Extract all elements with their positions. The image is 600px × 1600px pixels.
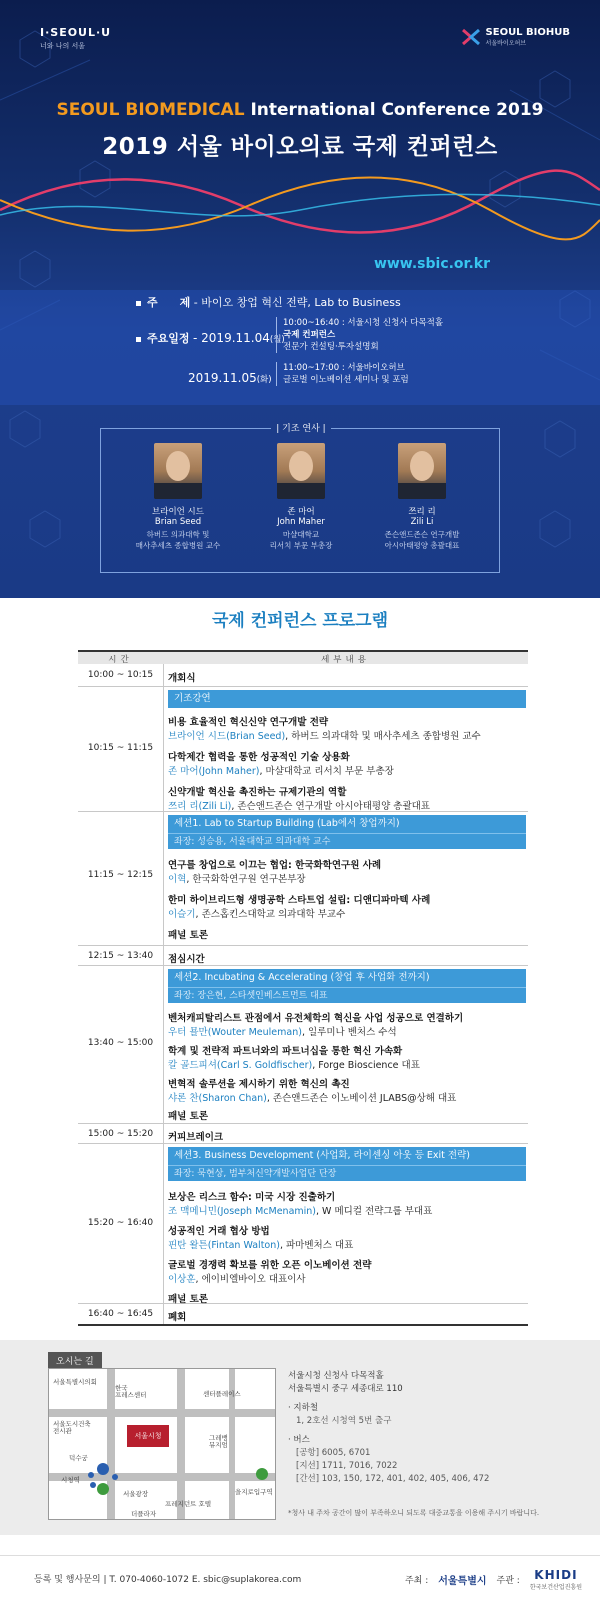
session-chair: 좌장: 성승용, 서울대학교 의과대학 교수 <box>168 833 526 849</box>
item-title: 한미 하이브리드형 생명공학 스타트업 설립: 디앤디파마텍 사례 <box>168 895 431 906</box>
date1-day: (월) <box>269 335 285 345</box>
item-title: 학계 및 전략적 파트너와의 파트너십을 통한 혁신 가속화 <box>168 1046 403 1057</box>
directions-text <box>288 1370 489 1486</box>
item-title: 비용 효율적인 혁신신약 연구개발 전략 <box>168 717 329 728</box>
table-row <box>78 687 528 812</box>
item-speaker <box>168 1057 526 1071</box>
date1-time: 10:00~16:40 : 서울시청 신청사 다목적홀 <box>283 318 444 328</box>
row-text: 개회식 <box>168 673 196 684</box>
speaker-name: 핀탄 왈튼(Fintan Walton) <box>168 1240 280 1251</box>
iseoulu-logo-sub: 너와 나의 서울 <box>40 42 86 50</box>
schedule-label: 주요일정 <box>147 332 190 345</box>
col-header-time: 시간 <box>108 655 133 665</box>
speaker-name-ko: 쯔리 리 <box>408 507 436 517</box>
bus-airport: [공항] 6005, 6701 <box>296 1448 371 1458</box>
theme-row <box>136 294 401 310</box>
speaker-affiliation: , 한국화학연구원 연구본부장 <box>186 874 306 885</box>
biohub-mark-icon <box>460 26 482 48</box>
speaker-name: 브라이언 시드(Brian Seed) <box>168 731 286 742</box>
program-item <box>168 749 526 777</box>
program-title: 국제 컨퍼런스 프로그램 <box>211 611 389 631</box>
item-speaker <box>168 1024 526 1038</box>
speaker-name-ko: 브라이언 시드 <box>152 507 204 517</box>
table-row <box>78 1124 528 1144</box>
speaker-affiliation: , W 메디컬 전략그룹 부대표 <box>316 1206 433 1217</box>
row-time: 10:15 ~ 11:15 <box>87 743 154 753</box>
item-speaker <box>168 871 526 885</box>
speaker-photo <box>398 443 446 499</box>
info-panel <box>0 290 600 405</box>
panel-discussion: 패널 토론 <box>168 930 209 941</box>
footer <box>0 1555 600 1600</box>
speaker-affiliation: , 마샬대학교 리서치 부문 부총장 <box>259 766 394 777</box>
speaker-aff-1: 존슨앤드존슨 연구개발 <box>384 530 460 539</box>
date2-time: 11:00~17:00 : 서울바이오허브 <box>283 363 405 373</box>
program-item <box>168 1223 526 1251</box>
row-text: 커피브레이크 <box>168 1132 224 1143</box>
table-row <box>78 812 528 946</box>
khidi-logo-text: KHIDI <box>534 1568 578 1582</box>
dna-wave-graphic <box>0 160 600 250</box>
table-row <box>78 1304 528 1326</box>
table-row <box>78 966 528 1124</box>
row-time: 15:20 ~ 16:40 <box>87 1218 154 1228</box>
speaker-name: 칼 골드피셔(Carl S. Goldfischer) <box>168 1060 313 1071</box>
keynote-title: | 기조 연사 | <box>271 421 331 434</box>
speaker-aff-2: 아시아태평양 총괄대표 <box>384 541 460 550</box>
program-item <box>168 1189 526 1217</box>
program-item <box>168 1076 526 1104</box>
date1-event: 국제 컨퍼런스 <box>283 330 336 340</box>
organizer-label: 주관 : <box>496 1576 520 1586</box>
row-time: 15:00 ~ 15:20 <box>87 1129 154 1139</box>
conference-title-en-rest: International Conference 2019 <box>244 100 544 120</box>
row-time: 10:00 ~ 10:15 <box>87 670 154 680</box>
item-speaker <box>168 728 526 742</box>
speaker-affiliation: , 하버드 의과대학 및 매사추세츠 종합병원 교수 <box>285 731 481 742</box>
biohub-logo-sub: 서울바이오허브 <box>485 40 527 47</box>
row-text: 점심시간 <box>168 954 205 965</box>
session-chair: 좌장: 장은현, 스타셋인베스트먼트 대표 <box>168 987 526 1003</box>
bullet-icon <box>136 301 141 306</box>
row-content <box>168 969 526 1122</box>
speaker-affiliation: , Forge Bioscience 대표 <box>312 1060 420 1071</box>
speaker-photo <box>277 443 325 499</box>
row-content <box>168 1147 526 1305</box>
directions-label: 오시는 길 <box>48 1352 102 1369</box>
item-title: 글로벌 경쟁력 확보를 위한 오픈 이노베이션 전략 <box>168 1260 372 1271</box>
theme-label: 주 제 <box>147 296 191 309</box>
subway-line2-icon <box>255 1467 269 1481</box>
program-table <box>78 650 528 1323</box>
panel-discussion: 패널 토론 <box>168 1294 209 1305</box>
col-header-detail: 세부내용 <box>321 655 370 665</box>
host-label: 주최 : <box>404 1576 429 1586</box>
program-item <box>168 1043 526 1071</box>
panel-discussion: 패널 토론 <box>168 1111 209 1122</box>
item-speaker <box>168 1271 526 1285</box>
bullet-icon <box>136 337 141 342</box>
khidi-logo-sub: 한국보건산업진흥원 <box>529 1584 582 1591</box>
date2-event: 글로벌 이노베이션 세미나 및 포럼 <box>283 375 409 385</box>
khidi-logo[interactable] <box>530 1568 582 1591</box>
program-item <box>168 857 526 885</box>
speaker-affiliation: , 존스홉킨스대학교 의과대학 부교수 <box>195 909 346 920</box>
speaker-aff-2: 리서치 부문 부총장 <box>269 541 333 550</box>
program-item <box>168 784 526 812</box>
item-title: 변혁적 솔루션을 제시하기 위한 혁신의 촉진 <box>168 1079 350 1090</box>
program-table-header <box>78 650 528 664</box>
program-item <box>168 714 526 742</box>
venue-address: 서울특별시 중구 세종대로 110 <box>288 1384 403 1394</box>
theme-value: - 바이오 창업 혁신 전략, Lab to Business <box>193 296 401 309</box>
speaker-affiliation: , 에이비엘바이오 대표이사 <box>195 1274 306 1285</box>
speaker-affiliation: , 존슨앤드존슨 연구개발 아시아태평양 총괄대표 <box>231 801 430 812</box>
speaker-zili-li <box>367 443 477 551</box>
iseoulu-logo[interactable] <box>40 26 111 51</box>
item-speaker <box>168 1203 526 1217</box>
bus-label: · 버스 <box>288 1435 310 1445</box>
date1-event2: 전문가 컨설팅·투자설명회 <box>283 342 379 352</box>
speaker-aff-2: 매사추세츠 종합병원 교수 <box>135 541 221 550</box>
program-item <box>168 1010 526 1038</box>
parking-note: *청사 내 주차 공간이 많이 부족하오니 되도록 대중교통을 이용해 주시기 바랍니다. <box>288 1509 540 1517</box>
row-time: 11:15 ~ 12:15 <box>87 870 154 880</box>
date2-details <box>276 362 409 386</box>
section-bar: 세션1. Lab to Startup Building (Lab에서 창업까지) <box>168 815 526 833</box>
speaker-name-ko: 존 마어 <box>287 507 315 517</box>
map-label-council: 서울특별시의회 <box>53 1378 97 1386</box>
speaker-name: 우터 묠만(Wouter Meuleman) <box>168 1027 302 1038</box>
map-label-president-hotel: 프레지던트 호텔 <box>165 1500 212 1508</box>
speaker-name: 샤론 찬(Sharon Chan) <box>168 1093 267 1104</box>
speaker-name: 조 맥메니민(Joseph McMenamin) <box>168 1206 317 1217</box>
item-speaker <box>168 906 526 920</box>
section-bar: 기조강연 <box>168 690 526 708</box>
iseoulu-logo-text: I·SEOUL·U <box>40 26 112 39</box>
subway-info: 1, 2호선 시청역 5번 출구 <box>296 1416 392 1426</box>
table-row <box>78 664 528 687</box>
speaker-name-en: Zili Li <box>410 517 434 527</box>
map-label-architecture: 서울도시건축 전시관 <box>53 1420 91 1435</box>
keynote-speakers-box <box>100 424 500 573</box>
schedule-row-1 <box>136 330 285 346</box>
speaker-photo <box>154 443 202 499</box>
speaker-affiliation <box>367 529 477 551</box>
date2-day: (화) <box>256 375 272 385</box>
map-label-presscenter: 한국 프레스센터 <box>115 1384 147 1399</box>
date2-main: 2019.11.05 <box>188 371 257 385</box>
map-label-grevin: 그레뱅 뮤지엄 <box>209 1434 228 1449</box>
speaker-affiliation <box>246 529 356 551</box>
speaker-aff-1: 하버드 의과대학 및 <box>146 530 210 539</box>
item-title: 다학제간 협력을 통한 성공적인 기술 상용화 <box>168 752 350 763</box>
speaker-affiliation <box>123 529 233 551</box>
speaker-affiliation: , 존슨앤드존슨 이노베이션 JLABS@상해 대표 <box>266 1093 457 1104</box>
map-label-centerplace: 센터플레이스 <box>203 1390 241 1398</box>
hero-banner <box>0 0 600 598</box>
hosts <box>405 1568 582 1591</box>
speaker-name: 존 마어(John Maher) <box>168 766 260 777</box>
row-time: 12:15 ~ 13:40 <box>87 951 154 961</box>
location-map[interactable] <box>48 1368 276 1520</box>
bus-trunk: [간선] 103, 150, 172, 401, 402, 405, 406, 472 <box>296 1474 490 1484</box>
speaker-aff-1: 마샬대학교 <box>282 530 320 539</box>
date1-main: - 2019.11.04 <box>193 331 270 345</box>
seoul-biohub-logo[interactable] <box>460 26 570 48</box>
subway-label: · 지하철 <box>288 1403 319 1413</box>
map-label-seoul-plaza: 서울광장 <box>123 1490 149 1498</box>
conference-title-ko: 2019 서울 바이오의료 국제 컨퍼런스 <box>102 134 498 160</box>
session-chair: 좌장: 묵현상, 범부처신약개발사업단 단장 <box>168 1165 526 1181</box>
speaker-name: 이상훈 <box>168 1274 196 1285</box>
row-time: 13:40 ~ 15:00 <box>87 1038 154 1048</box>
row-content <box>168 815 526 941</box>
item-title: 연구를 창업으로 이끄는 협업: 한국화학연구원 사례 <box>168 860 382 871</box>
map-cityhall-marker[interactable]: 서울시청 <box>127 1425 169 1447</box>
schedule-row-2 <box>188 371 272 385</box>
bus-branch: [지선] 1711, 7016, 7022 <box>296 1461 398 1471</box>
item-speaker <box>168 1237 526 1251</box>
speaker-name: 쯔리 리(Zili Li) <box>168 801 232 812</box>
item-title: 신약개발 혁신을 촉진하는 규제기관의 역할 <box>168 787 347 798</box>
conference-title-en-highlight: SEOUL BIOMEDICAL <box>56 100 245 120</box>
venue-name: 서울시청 신청사 다목적홀 <box>288 1371 384 1381</box>
speaker-brian-seed <box>123 443 233 551</box>
conference-url-link[interactable]: www.sbic.or.kr <box>373 256 490 272</box>
item-speaker <box>168 763 526 777</box>
date1-details <box>276 317 443 353</box>
program-item <box>168 892 526 920</box>
seoul-city-logo[interactable]: 서울특별시 <box>438 1576 487 1587</box>
biohub-logo-text: SEOUL BIOHUB <box>485 27 570 38</box>
speaker-affiliation: , 파마벤처스 대표 <box>279 1240 354 1251</box>
item-title: 보상은 리스크 함수: 미국 시장 진출하기 <box>168 1192 336 1203</box>
item-speaker <box>168 1090 526 1104</box>
map-label-plaza: 더플라자 <box>131 1510 157 1518</box>
section-bar: 세션2. Incubating & Accelerating (창업 후 사업화 전까지) <box>168 969 526 987</box>
speaker-name: 이혁 <box>168 874 187 885</box>
table-row <box>78 946 528 966</box>
table-row <box>78 1144 528 1304</box>
map-label-cityhall-station: 시청역 <box>61 1476 80 1484</box>
speaker-affiliation: , 일루미나 벤처스 수석 <box>301 1027 397 1038</box>
map-label-euljiro: 을지로입구역 <box>235 1488 273 1496</box>
directions-section <box>0 1340 600 1535</box>
speaker-john-maher <box>246 443 356 551</box>
section-bar: 세션3. Business Development (사업화, 라이센싱 아웃 등 Exit 전략) <box>168 1147 526 1165</box>
speaker-name: 이슬기 <box>168 909 196 920</box>
item-title: 벤처캐피탈리스트 관점에서 유전체학의 혁신을 사업 성공으로 연결하기 <box>168 1013 464 1024</box>
speaker-name-en: John Maher <box>277 517 325 527</box>
item-title: 성공적인 거래 협상 방법 <box>168 1226 270 1237</box>
conference-title-en <box>0 100 600 120</box>
speaker-name-en: Brian Seed <box>154 517 202 527</box>
row-time: 16:40 ~ 16:45 <box>87 1309 154 1319</box>
item-speaker <box>168 798 526 812</box>
contact-info[interactable]: 등록 및 행사문의 | T. 070-4060-1072 E. sbic@suplakorea.com <box>34 1575 302 1585</box>
row-content <box>168 690 526 812</box>
program-item <box>168 1257 526 1285</box>
row-text: 폐회 <box>168 1312 187 1323</box>
map-label-deoksugung: 덕수궁 <box>69 1454 88 1462</box>
